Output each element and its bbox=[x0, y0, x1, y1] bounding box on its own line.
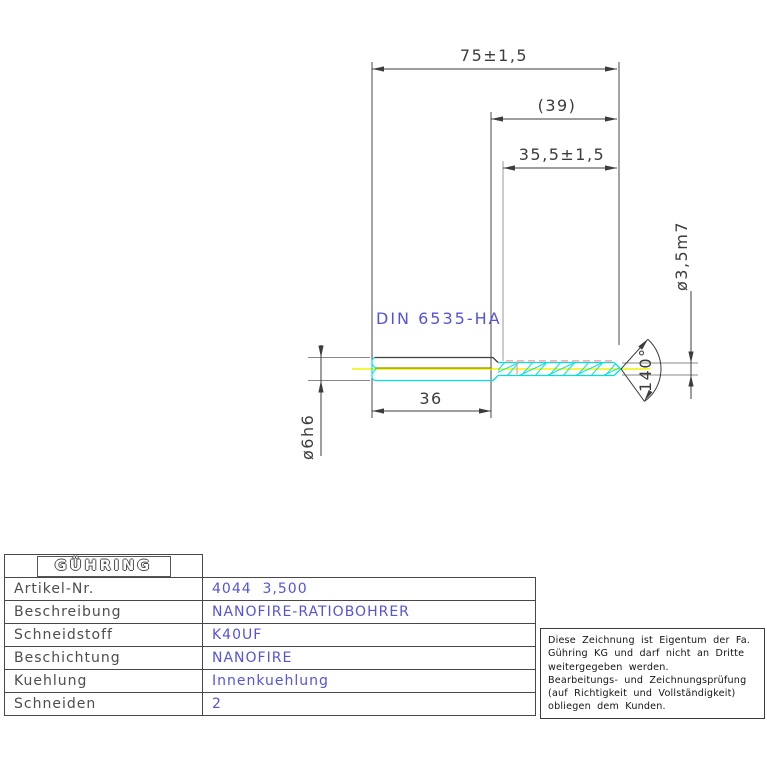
note-line: (auf Richtigkeit und Vollständigkeit) bbox=[548, 688, 736, 700]
note-line: Diese Zeichnung ist Eigentum der Fa. bbox=[548, 635, 751, 646]
dim-shank-length bbox=[372, 389, 491, 414]
titleblock-label: Kuehlung bbox=[5, 670, 202, 693]
din-norm-label: DIN 6535-HA bbox=[376, 309, 502, 328]
titleblock-label: Schneiden bbox=[14, 696, 97, 712]
dim-point-angle bbox=[621, 339, 661, 402]
svg-text:75±1,5: 75±1,5 bbox=[459, 46, 529, 65]
titleblock-value: 2 bbox=[212, 696, 222, 712]
titleblock-value: K40UF bbox=[202, 624, 535, 647]
note-line: Gühring KG und darf nicht an Dritte bbox=[548, 648, 745, 660]
dim-cut-diameter bbox=[622, 221, 698, 399]
note-line: obliegen dem Kunden. bbox=[548, 701, 666, 713]
svg-text:ø6h6: ø6h6 bbox=[298, 413, 317, 460]
guhring-logo-cell bbox=[5, 555, 202, 578]
dim-ref-length bbox=[491, 96, 617, 122]
svg-text:ø3,5m7: ø3,5m7 bbox=[672, 221, 691, 291]
titleblock-label: Beschichtung bbox=[5, 647, 202, 670]
guhring-logo: GÜHRING bbox=[37, 556, 171, 577]
titleblock-label: Beschreibung bbox=[5, 601, 202, 624]
svg-text:36: 36 bbox=[419, 389, 443, 408]
svg-text:35,5±1,5: 35,5±1,5 bbox=[518, 145, 606, 164]
svg-text:140°: 140° bbox=[636, 347, 655, 392]
note-line: Bearbeitungs- und Zeichnungsprüfung bbox=[548, 674, 747, 686]
titleblock-value: NANOFIRE bbox=[202, 647, 535, 670]
ownership-note bbox=[540, 628, 765, 719]
titleblock-value: NANOFIRE-RATIOBOHRER bbox=[202, 601, 535, 624]
titleblock-value: Innenkuehlung bbox=[202, 670, 535, 693]
extension-lines bbox=[372, 62, 619, 418]
centerline bbox=[352, 368, 650, 369]
titleblock-value-column bbox=[202, 577, 536, 716]
titleblock-left-column bbox=[4, 554, 203, 716]
dim-shank-diameter bbox=[298, 345, 370, 460]
svg-text:(39): (39) bbox=[537, 96, 577, 115]
dim-overall-length bbox=[372, 46, 617, 72]
dim-flute-length bbox=[503, 145, 617, 171]
titleblock-value: 4044 3,500 bbox=[202, 578, 535, 601]
titleblock-label: Schneidstoff bbox=[5, 624, 202, 647]
note-line: weitergegeben werden. bbox=[548, 661, 669, 673]
titleblock-label: Artikel-Nr. bbox=[5, 578, 202, 601]
